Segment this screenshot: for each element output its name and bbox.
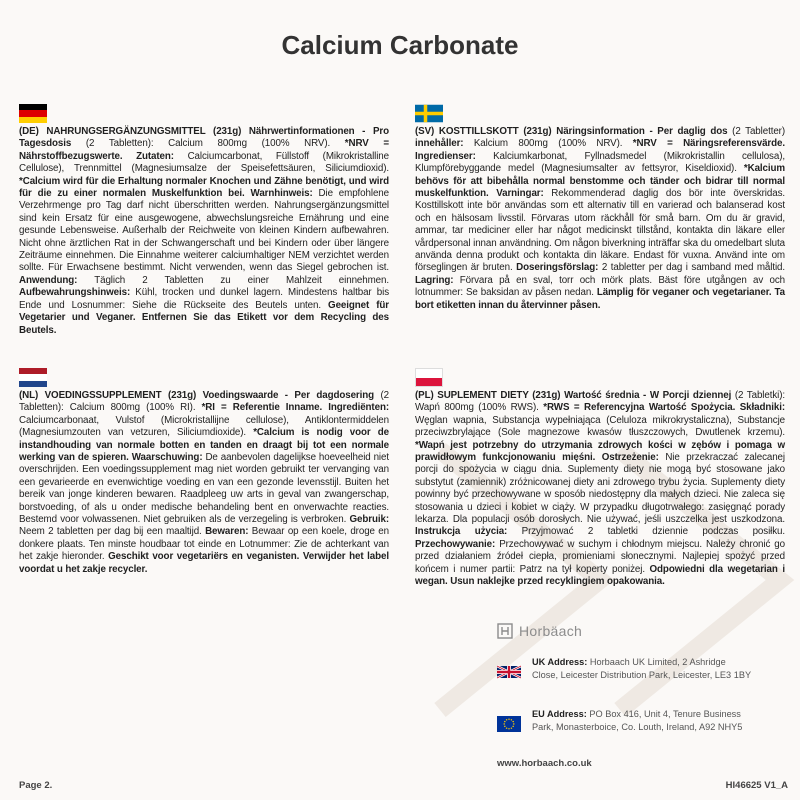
text-run: Lagring: bbox=[415, 274, 454, 286]
text-run: *Calcium is nodig voor de instandhouding van normale botten en tanden en draagt bij tot een normale werking van de spieren. Waarschuwing: bbox=[19, 427, 389, 464]
text-run: Kalcium 800mg (100% NRV). bbox=[463, 138, 633, 150]
website-link[interactable]: www.horbaach.co.uk bbox=[497, 758, 592, 769]
eu-address-text bbox=[532, 708, 752, 734]
eu-flag-icon bbox=[497, 716, 521, 732]
text-run: Anwendung: bbox=[19, 274, 78, 286]
text-run: Gebruik: bbox=[349, 514, 389, 526]
text-run: Nie przekraczać zalecanej porcji do spożycia w ciągu dnia. Suplementy diety nie mogą być stosowane jako substytut (zamiennik) zróżnicowanej diety ani zdrowego trybu życia. Suplementy diety powinny być przechowywane w sposób niedostępny dla małych dzieci. Nie zaleca się stosowania u dzieci i kobiet w ciąży. W przypadku długotrwałego: zasięgnąć porady lekarza. Dla populacji osób dorosłych. Nie używać, jeśli uszczelka jest uszkodzona. bbox=[415, 452, 785, 526]
page-number: Page 2. bbox=[19, 780, 53, 791]
text-run: Instrukcja użycia: bbox=[415, 526, 508, 538]
text-run: Przyjmować 2 tabletki dziennie podczas posiłku. bbox=[507, 526, 785, 538]
text-run: Geeignet für Vegetarier und Veganer. Entfernen Sie das Etikett vor dem Recycling des Beutels. bbox=[19, 299, 389, 336]
text-run: Neem 2 tabletten per dag bij een maaltijd. bbox=[19, 526, 206, 538]
text-run: Aufbewahrungshinweis: bbox=[19, 287, 131, 299]
text-run: *NRV = Näringsreferensvärde. Ingredienser: bbox=[415, 138, 785, 162]
text-run: (SV) KOSTTILLSKOTT (231g) Näringsinformation - Per daglig dos bbox=[415, 126, 728, 137]
uk-flag-icon bbox=[497, 664, 521, 680]
german-flag-icon bbox=[19, 104, 47, 123]
text-run: Täglich 2 Tabletten zu einer Mahlzeit einnehmen. bbox=[77, 274, 389, 286]
flag-stripe-red bbox=[416, 378, 442, 387]
uk-address-block bbox=[497, 656, 752, 682]
swedish-flag-icon bbox=[415, 104, 443, 123]
text-run: *RI = Referentie Inname. Ingrediënten: bbox=[201, 402, 389, 414]
text-run: Calciumcarbonat, Füllstoff (Mikrokristalline Cellulose), Trennmittel (Magnesiumsalze der Speisefettsäuren, Siliciumdioxid). bbox=[19, 150, 390, 175]
text-run: Kühl, trocken und dunkel lagern. Mindestens haltbar bis Ende und Losnummer: Siehe die Rückseite des Beutels unten. bbox=[19, 287, 389, 311]
brand-logo bbox=[497, 623, 582, 639]
text-run: (2 Tabletki): Wapń 800mg (100% RWS). bbox=[415, 390, 786, 414]
text-run: Przechowywanie: bbox=[415, 538, 496, 550]
text-run: Odpowiedni dla wegetarian i wegan. Usun naklejke przed recyklingiem opakowania. bbox=[415, 563, 785, 588]
text-run: *RWS = Referencyjna Wartość Spożycia. Składniki: bbox=[543, 402, 785, 414]
text-run: Geschikt voor vegetariërs en veganisten. Verwijder het label voordat u het zakje recycler. bbox=[19, 551, 389, 575]
section-dutch bbox=[19, 368, 389, 576]
section-swedish bbox=[415, 104, 785, 312]
section-german bbox=[19, 104, 389, 337]
text-run: Lämplig för veganer och vegetarianer. Ta bort etiketten innan du återvinner påsen. bbox=[415, 287, 785, 311]
text-run: Förvara på en sval, torr och mörk plats. Bäst före utgången av och lotnummer: Se baksidan av påsen nedan. bbox=[415, 274, 785, 299]
german-text bbox=[19, 126, 389, 337]
text-run: (DE) NAHRUNGSERGÄNZUNGSMITTEL (231g) Nährwertinformationen - Pro Tagesdosis bbox=[19, 126, 389, 150]
text-run: (NL) VOEDINGSSUPPLEMENT (231g) Voedingswaarde - Per dagdosering bbox=[19, 390, 375, 401]
uk-address-text bbox=[532, 656, 752, 682]
text-run: *Wapń jest potrzebny do utrzymania zdrowych kości w zębów i pomaga w prawidłowym funkcjonowaniu mięśni. Ostrzeżenie: bbox=[415, 439, 785, 464]
polish-text bbox=[415, 390, 785, 589]
dutch-flag-icon bbox=[19, 368, 47, 387]
uk-address-label: UK Address: bbox=[532, 657, 588, 667]
section-polish bbox=[415, 368, 785, 589]
horbaach-logo-icon bbox=[497, 623, 513, 639]
text-run: (PL) SUPLEMENT DIETY (231g) Wartość średnia - W Porcji dziennej bbox=[415, 390, 732, 401]
text-run: 2 tabletter per dag i samband med måltid. bbox=[598, 262, 785, 274]
text-run: (2 Tabletten): Calcium 800mg (100% NRV). bbox=[71, 138, 345, 150]
text-run: (2 Tabletten): Calcium 800mg (100% RI). bbox=[19, 390, 390, 414]
brand-name: Horbäach bbox=[519, 623, 583, 639]
polish-flag-icon bbox=[415, 368, 443, 387]
document-code: HI46625 V1_A bbox=[725, 780, 788, 791]
eu-address-value: PO Box 416, Unit 4, Tenure Business Park, Monasterboice, Co. Louth, Ireland, A92 NHY5 bbox=[532, 709, 743, 732]
flag-stripe-gold bbox=[19, 117, 47, 123]
text-run: *NRV = Nährstoffbezugswerte. Zutaten: bbox=[19, 138, 389, 162]
text-run: Kalciumkarbonat, Fyllnadsmedel (Mikrokristallin cellulosa), Klumpförebyggande medel (Magnesiumsalter av fettsyror, Kiseldioxid). bbox=[415, 150, 785, 175]
swedish-text bbox=[415, 126, 785, 312]
text-run: Bewaar op een koele, droge en donkere plaats. Ten minste houdbaar tot einde en Lotnummer: Zie de achterkant van het zakje hieronder. bbox=[19, 526, 390, 563]
text-run: Węglan wapnia, Substancja wypełniająca (Celuloza mikrokrystaliczna), Substancje przeciwzbrylające (Sole magnezowe kwasów tłuszczowych, Dwutlenek krzemu). bbox=[415, 414, 785, 439]
text-run: Doseringsförslag: bbox=[516, 262, 599, 274]
text-run: Die empfohlene Verzehrmenge pro Tag darf nicht überschritten werden. Nahrungsergänzungsmittel sind kein Ersatz für eine ausgewogene, abwechslungsreiche Ernährung und eine gesunde Lebensweise. Außerhalb der Reichweite von kleinen Kindern aufbewahren. Nicht ohne ärztlichen Rat in der Schwangerschaft und bei Kindern oder über längere Zeiträume einnehmen. Die Einnahme weiterer calciumhaltiger NEM verzichtet werden sollte. Für Erwachsene bestimmt. Nicht verwenden, wenn das Siegel gebrochen ist. bbox=[19, 188, 389, 274]
flag-stripe-white bbox=[416, 369, 442, 378]
text-run: Bewaren: bbox=[205, 526, 249, 538]
eu-address-block bbox=[497, 708, 752, 734]
text-run: Przechowywać w suchym i chłodnym miejscu. Należy chronić go przed działaniem źródeł ciepła, promieniami słonecznymi. Najlepiej spożyć przed końcem i numer partii: Patrz na tył koperty poniżej. bbox=[415, 538, 785, 575]
dutch-text bbox=[19, 390, 389, 576]
text-run: innehåller: bbox=[415, 138, 464, 150]
flag-stripe-blue bbox=[19, 381, 47, 387]
page-title: Calcium Carbonate bbox=[281, 30, 519, 60]
text-run: De aanbevolen dagelijkse hoeveelheid niet overschrijden. Een voedingssupplement mag niet worden gebruikt ter vervanging van een gevarieerde en evenwichtige voeding en van een gezonde levensstijl. Buiten het bereik van jonge kinderen bewaren. Raadpleeg uw arts in geval van zwangerschap, borstvoeding, of als u onder medische behandeling bent en onverwachte reacties. Bestemd voor volwassenen. Niet gebruiken als de verzegeling is verbroken. bbox=[19, 452, 389, 526]
text-run: *Calcium wird für die Erhaltung normaler Knochen und Zähne benötigt, und wird für die zu einer normalen Muskelfunktion bei. Warnhinweis: bbox=[19, 175, 389, 200]
text-run: (2 Tabletter) bbox=[727, 126, 785, 137]
text-run: *Kalcium behövs för att bibehålla normal benstomme och tänder och bidrar till normal muskelfunktion. Varningar: bbox=[415, 163, 785, 200]
text-run: Calciumcarbonaat, Vulstof (Microkristallijne cellulose), Antiklontermiddelen (Magnesiumzouten van vetzuren, Siliciumdioxide). bbox=[19, 414, 389, 439]
uk-address-value: Horbaach UK Limited, 2 Ashridge Close, Leicester Distribution Park, Leicester, LE3 1BY bbox=[532, 657, 752, 680]
eu-address-label: EU Address: bbox=[532, 709, 587, 719]
text-run: Rekommenderad daglig dos bör inte överskridas. Kosttillskott inte bör användas som ett alternativ till en varierad och balanserad kost och en hälsosam livsstil. Förvaras utom räckhåll för små barn. Om du är gravid, ammar, tar mediciner eller har något medicinskt tillstånd, kontakta din läkare eller vårdpersonal innan användning. Om någon biverkning inträffar ska du omedelbart sluta använda denna produkt och kontakta din läkare. Endast för vuxna. Använd inte om förseglingen är bruten. bbox=[415, 188, 785, 274]
